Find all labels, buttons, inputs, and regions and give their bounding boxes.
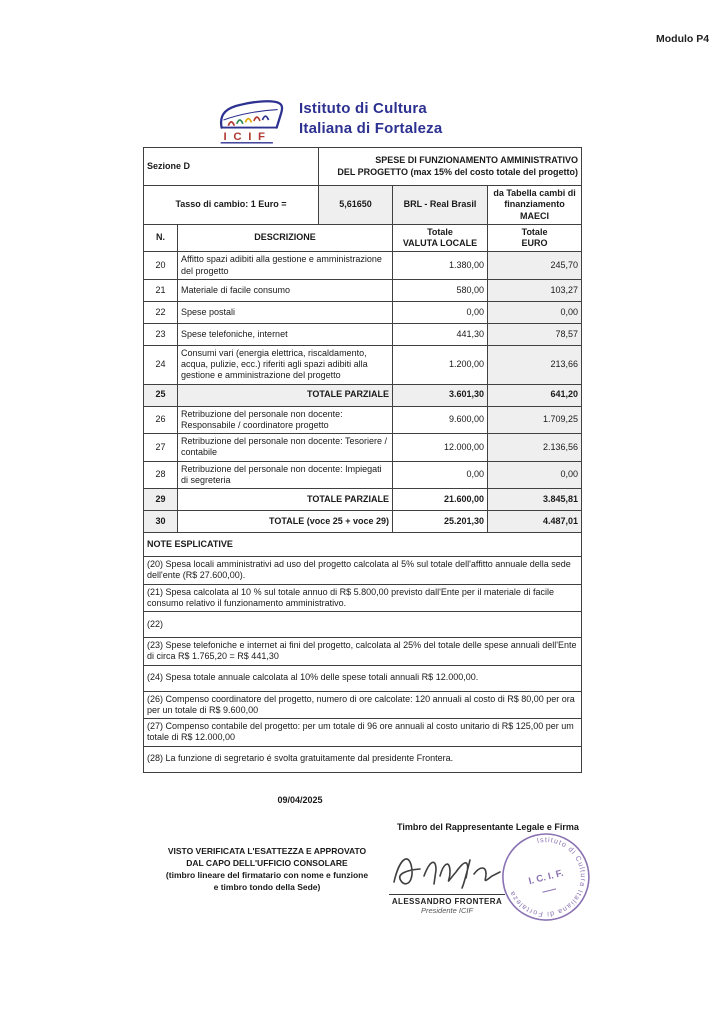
exchange-source-line2: finanziamento MAECI	[504, 199, 565, 221]
table-row	[144, 511, 582, 533]
row-euro-value: 3.845,81	[488, 489, 582, 511]
round-stamp-icon	[489, 819, 604, 936]
row-number: 23	[144, 323, 178, 345]
note-text: (23) Spese telefoniche e internet ai fini del progetto, calcolata al 25% del totale delle spese annuali dell'Ente di circa R$ 1.765,20 = R$ 441,30	[144, 638, 582, 666]
row-number: 20	[144, 252, 178, 280]
row-euro-value: 0,00	[488, 301, 582, 323]
module-label: Modulo P4	[656, 33, 710, 45]
exchange-label: Tasso di cambio: 1 Euro =	[144, 186, 319, 225]
note-row	[144, 691, 582, 719]
row-euro-value: 0,00	[488, 461, 582, 489]
column-header-euro: Totale EURO	[488, 224, 582, 252]
expense-rows	[144, 252, 582, 533]
row-local-value: 1.200,00	[393, 345, 488, 384]
row-local-value: 0,00	[393, 461, 488, 489]
stamp-label: Timbro del Rappresentante Legale e Firma	[397, 822, 579, 832]
signer-title: Presidente ICIF	[420, 906, 474, 915]
note-text: (20) Spesa locali amministrativi ad uso del progetto calcolata al 5% sul totale dell'affitto annuale della sede dell'ente (R$ 27.600,00).	[144, 557, 582, 585]
row-description: Spese telefoniche, internet	[178, 323, 393, 345]
table-row	[144, 345, 582, 384]
notes-title: NOTE ESPLICATIVE	[144, 533, 582, 557]
row-euro-value: 2.136,56	[488, 434, 582, 462]
note-text: (28) La funzione di segretario é svolta gratuitamente dal presidente Frontera.	[144, 746, 582, 772]
exchange-rate: 5,61650	[319, 186, 393, 225]
row-number: 27	[144, 434, 178, 462]
table-row	[144, 406, 582, 434]
note-text: (27) Compenso contabile del progetto: per um totale di 96 ore annuali al costo unitario di R$ 125,00 per um totale di R$ 12.000,00	[144, 719, 582, 747]
row-euro-value: 641,20	[488, 384, 582, 406]
table-row	[144, 489, 582, 511]
row-local-value: 0,00	[393, 301, 488, 323]
row-number: 26	[144, 406, 178, 434]
row-description: Materiale di facile consumo	[178, 279, 393, 301]
exchange-source	[488, 186, 582, 225]
row-number: 22	[144, 301, 178, 323]
row-description: Consumi vari (energia elettrica, riscaldamento, acqua, pulizie, ecc.) riferiti agli spazi adibiti alla gestione e amministrazione del progetto	[178, 345, 393, 384]
section-label: Sezione D	[144, 148, 319, 186]
date: 09/04/2025	[277, 795, 323, 805]
note-row	[144, 746, 582, 772]
approval-block	[148, 846, 386, 894]
row-local-value: 25.201,30	[393, 511, 488, 533]
row-description: Retribuzione del personale non docente: Tesoriere / contabile	[178, 434, 393, 462]
row-number: 21	[144, 279, 178, 301]
row-description: Affitto spazi adibiti alla gestione e amministrazione del progetto	[178, 252, 393, 280]
row-local-value: 3.601,30	[393, 384, 488, 406]
note-row	[144, 612, 582, 638]
row-euro-value: 213,66	[488, 345, 582, 384]
exchange-currency: BRL - Real Brasil	[393, 186, 488, 225]
note-row	[144, 584, 582, 612]
row-euro-value: 78,57	[488, 323, 582, 345]
row-number: 24	[144, 345, 178, 384]
column-header-descrizione: DESCRIZIONE	[178, 224, 393, 252]
table-row	[144, 384, 582, 406]
exchange-source-line1: da Tabella cambi di	[493, 188, 576, 198]
note-row	[144, 638, 582, 666]
approval-line: DAL CAPO DELL'UFFICIO CONSOLARE	[186, 857, 348, 868]
table-row	[144, 252, 582, 280]
row-local-value: 21.600,00	[393, 489, 488, 511]
row-description: TOTALE (voce 25 + voce 29)	[178, 511, 393, 533]
row-description: TOTALE PARZIALE	[178, 489, 393, 511]
table-row	[144, 301, 582, 323]
logo-name-line1: Istituto di Cultura	[299, 100, 427, 117]
table-title-line2: DEL PROGETTO (max 15% del costo totale del progetto)	[337, 166, 579, 177]
table-title-line1: SPESE DI FUNZIONAMENTO AMMINISTRATIVO	[375, 155, 579, 166]
table-row	[144, 434, 582, 462]
row-euro-value: 4.487,01	[488, 511, 582, 533]
note-text: (24) Spesa totale annuale calcolata al 10% delle spese totali annuali R$ 12.000,00.	[144, 665, 582, 691]
signature-icon	[386, 846, 508, 894]
table-row	[144, 279, 582, 301]
row-euro-value: 103,27	[488, 279, 582, 301]
column-header-n: N.	[144, 224, 178, 252]
row-description: Retribuzione del personale non docente: Impiegati di segreteria	[178, 461, 393, 489]
signature-line	[389, 894, 505, 895]
table-title	[319, 148, 582, 186]
table-row	[144, 461, 582, 489]
row-euro-value: 1.709,25	[488, 406, 582, 434]
row-description: TOTALE PARZIALE	[178, 384, 393, 406]
logo	[214, 95, 442, 145]
stamp-ring-text: Istituto di Cultura Italiana di Fortaleza	[506, 834, 588, 920]
stamp-center-text: I. C. I. F.	[527, 867, 565, 888]
table-row	[144, 323, 582, 345]
row-number: 28	[144, 461, 178, 489]
logo-name-line2: Italiana di Fortaleza	[299, 119, 443, 137]
expense-table	[143, 147, 582, 773]
icif-colosseum-logo-icon	[214, 95, 290, 145]
note-text: (22)	[144, 612, 582, 638]
note-row	[144, 557, 582, 585]
approval-line: VISTO VERIFICATA L'ESATTEZZA E APPROVATO	[167, 846, 367, 856]
notes-rows	[144, 557, 582, 773]
approval-line: (timbro lineare del firmatario con nome e funzione	[165, 869, 369, 880]
row-local-value: 12.000,00	[393, 434, 488, 462]
row-local-value: 1.380,00	[393, 252, 488, 280]
signer-name: ALESSANDRO FRONTERA	[391, 897, 503, 906]
row-number: 30	[144, 511, 178, 533]
row-local-value: 441,30	[393, 323, 488, 345]
note-row	[144, 665, 582, 691]
row-number: 25	[144, 384, 178, 406]
logo-acronym: ICIF	[223, 130, 272, 143]
row-local-value: 9.600,00	[393, 406, 488, 434]
note-row	[144, 719, 582, 747]
logo-text	[299, 99, 442, 138]
row-number: 29	[144, 489, 178, 511]
row-description: Spese postali	[178, 301, 393, 323]
row-local-value: 580,00	[393, 279, 488, 301]
approval-line: e timbro tondo della Sede)	[213, 881, 321, 892]
column-header-valuta-locale: Totale VALUTA LOCALE	[393, 224, 488, 252]
row-euro-value: 245,70	[488, 252, 582, 280]
row-description: Retribuzione del personale non docente: Responsabile / coordinatore progetto	[178, 406, 393, 434]
note-text: (26) Compenso coordinatore del progetto, numero di ore calcolate: 120 annuali al costo di R$ 80,00 per ora per un totale di R$ 9.600,00	[144, 691, 582, 719]
note-text: (21) Spesa calcolata al 10 % sul totale annuo di R$ 5.800,00 previsto dall'Ente per il materiale di facile consumo relativo il funzionamento amministrativo.	[144, 584, 582, 612]
